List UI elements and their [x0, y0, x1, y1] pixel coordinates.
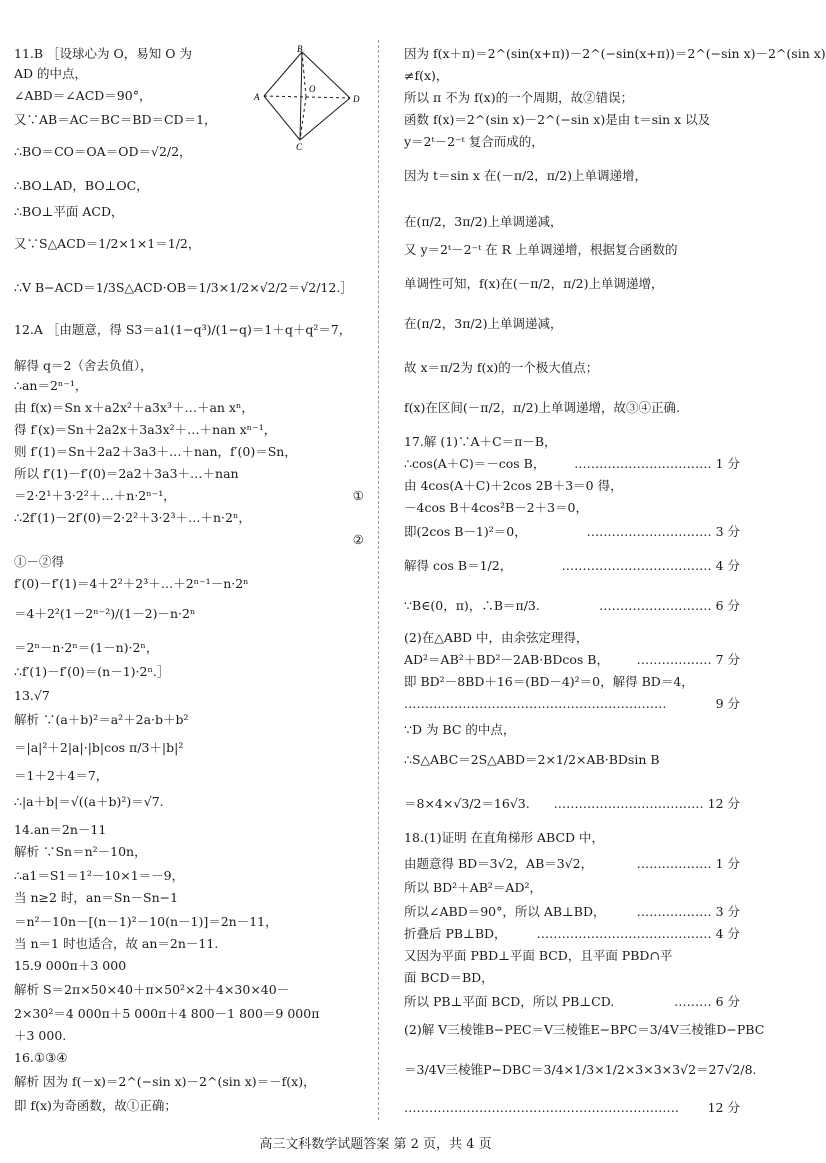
line-text: 解得 cos B＝1/2， [404, 558, 513, 573]
answer-line [404, 856, 740, 872]
line-text: 又 y＝2ᵗ－2⁻ᵗ 在 R 上单调递增，根据复合函数的 [404, 242, 678, 257]
diagram-label-a: A [254, 92, 260, 102]
answer-line [14, 712, 366, 728]
line-text: ∴S△ABC＝2S△ABD＝2×1/2×AB·BDsin B [404, 752, 660, 767]
line-text: 因为 f(x＋π)＝2^(sin(x+π))－2^(−sin(x+π))＝2^(−sin x)－2^(sin x) [404, 46, 826, 61]
line-text: 又∵AB＝AC＝BC＝BD＝CD＝1， [14, 112, 217, 127]
answer-line [14, 958, 366, 974]
answer-line [404, 168, 740, 184]
line-text: ∴cos(A＋C)＝－cos B， [404, 456, 546, 471]
line-text: 又∵S△ACD＝1/2×1×1＝1/2， [14, 236, 201, 251]
line-text: ①－②得 [14, 554, 65, 569]
line-text: 12.A ［由题意，得 S3＝a1(1−q³)/(1−q)＝1＋q＋q²＝7， [14, 322, 352, 337]
line-text: －4cos B＋4cos²B－2＋3＝0， [404, 500, 589, 515]
line-text: 由 4cos(A＋C)＋2cos 2B＋3＝0 得， [404, 478, 623, 493]
line-text: ＝n²－10n－[(n－1)²－10(n－1)]＝2n－11， [14, 914, 278, 929]
line-text: 由题意得 BD＝3√2，AB＝3√2， [404, 856, 594, 871]
answer-line [14, 358, 366, 374]
answer-line [404, 830, 740, 846]
line-text: ＝4＋2²(1－2ⁿ⁻²)/(1－2)－n·2ⁿ [14, 606, 196, 621]
answer-line [404, 558, 740, 574]
answer-line [14, 740, 366, 756]
line-text: 即 f(x)为奇函数，故①正确； [14, 1098, 177, 1113]
line-text: 当 n≥2 时，an＝Sn－Sn−1 [14, 890, 179, 905]
answer-line [404, 400, 740, 416]
answer-line [404, 948, 740, 964]
line-text: 当 n＝1 时也适合，故 an＝2n－11. [14, 936, 219, 951]
answer-line [404, 926, 740, 942]
score-marker: ……………………………… 4 分 [561, 558, 740, 573]
line-text: 15.9 000π＋3 000 [14, 958, 127, 973]
line-text: 解得 q＝2（舍去负值）， [14, 358, 153, 373]
answer-line [14, 236, 366, 252]
answer-line [14, 664, 366, 680]
answer-line [404, 1062, 757, 1078]
answer-line [404, 68, 740, 84]
line-text: ……………………………………………………… [404, 696, 667, 711]
line-text: ＝8×4×√3/2＝16√3. [404, 796, 530, 811]
line-text: 解析 ∵Sn＝n²－10n， [14, 844, 147, 859]
line-text: (2)在△ABD 中，由余弦定理得， [404, 630, 589, 645]
line-text: 14.an＝2n－11 [14, 822, 107, 837]
answer-line [404, 316, 740, 332]
answer-line [14, 1074, 366, 1090]
score-marker: …………………………………… 4 分 [536, 926, 740, 941]
equation-marker: ① [352, 488, 364, 503]
line-text: ＋3 000. [14, 1028, 67, 1043]
answer-line [404, 478, 740, 494]
line-text: ＝|a|²＋2|a|·|b|cos π/3＋|b|² [14, 740, 184, 755]
line-text: 18.(1)证明 在直角梯形 ABCD 中， [404, 830, 605, 845]
line-text: ＝1＋2＋4＝7， [14, 768, 109, 783]
answer-line [14, 444, 366, 460]
answer-line [14, 204, 366, 220]
line-text: 解析 ∵(a＋b)²＝a²＋2a·b＋b² [14, 712, 189, 727]
score-marker: ……………… 3 分 [636, 904, 740, 919]
line-text: 又因为平面 PBD⊥平面 BCD，且平面 PBD∩平 [404, 948, 673, 963]
line-text: 面 BCD＝BD， [404, 970, 494, 985]
score-marker: ……………… 1 分 [636, 856, 740, 871]
page-footer: 高三文科数学试题答案 第 2 页，共 4 页 [259, 1137, 492, 1152]
column-divider [378, 40, 379, 1120]
line-text: 单调性可知，f(x)在(－π/2，π/2)上单调递增， [404, 276, 664, 291]
line-text: 由 f(x)＝Sn x＋a2x²＋a3x³＋…＋an xⁿ， [14, 400, 254, 415]
line-text: 在(π/2，3π/2)上单调递减， [404, 214, 563, 229]
line-text: 所以 f′(1)－f′(0)＝2a2＋3a3＋…＋nan [14, 466, 239, 481]
line-text: (2)解 V三棱锥B−PEC＝V三棱锥E−BPC＝3/4V三棱锥D−PBC [404, 1022, 765, 1037]
diagram-label-o: O [309, 84, 316, 94]
answer-line [14, 422, 366, 438]
answer-line [14, 510, 366, 526]
line-text: 函数 f(x)＝2^(sin x)－2^(−sin x)是由 t＝sin x 以及 [404, 112, 711, 127]
answer-line [404, 134, 740, 150]
score-marker: ……………… 7 分 [636, 652, 740, 667]
line-text: ∴a1＝S1＝1²－10×1＝－9， [14, 868, 185, 883]
line-text: 即(2cos B－1)²＝0， [404, 524, 527, 539]
score-marker: ……………………………… 12 分 [553, 796, 740, 811]
line-text: 折叠后 PB⊥BD， [404, 926, 507, 941]
answer-line [404, 652, 740, 668]
answer-line [404, 90, 740, 106]
answer-line [14, 822, 366, 838]
answer-line [404, 242, 740, 258]
answer-line [404, 904, 740, 920]
answer-line [404, 696, 740, 712]
line-text: 得 f′(x)＝Sn＋2a2x＋3a3x²＋…＋nan xⁿ⁻¹， [14, 422, 277, 437]
line-text: ＝2·2¹＋3·2²＋…＋n·2ⁿ⁻¹， [14, 488, 176, 503]
answer-line [404, 722, 740, 738]
answer-line [404, 752, 740, 768]
line-text: ＝2ⁿ－n·2ⁿ＝(1－n)·2ⁿ， [14, 640, 159, 655]
line-text: 解析 因为 f(－x)＝2^(−sin x)－2^(sin x)＝－f(x)， [14, 1074, 316, 1089]
answer-line [404, 46, 826, 62]
line-text: 2×30²＝4 000π＋5 000π＋4 800－1 800＝9 000π [14, 1006, 320, 1021]
answer-line [404, 360, 740, 376]
equation-marker: ② [352, 532, 364, 547]
answer-line [14, 378, 366, 394]
line-text: AD 的中点， [14, 66, 88, 81]
answer-line [14, 576, 366, 592]
line-text: 故 x＝π/2为 f(x)的一个极大值点； [404, 360, 599, 375]
answer-line [404, 456, 740, 472]
line-text: 则 f′(1)＝Sn＋2a2＋3a3＋…＋nan，f′(0)＝Sn， [14, 444, 297, 459]
answer-line [404, 276, 740, 292]
answer-line [404, 970, 740, 986]
answer-line [404, 880, 740, 896]
score-marker: 9 分 [715, 696, 740, 711]
answer-line [14, 322, 366, 338]
answer-line [14, 1028, 366, 1044]
line-text: 所以 π 不为 f(x)的一个周期，故②错误； [404, 90, 634, 105]
line-text: y＝2ᵗ－2⁻ᵗ 复合而成的， [404, 134, 544, 149]
diagram-label-d: D [353, 94, 360, 104]
line-text: 解析 S＝2π×50×40＋π×50²×2＋4×30×40－ [14, 982, 290, 997]
answer-line [14, 178, 366, 194]
answer-line [14, 554, 366, 570]
line-text: ∠ABD＝∠ACD＝90°， [14, 88, 152, 103]
line-text: ∴BO＝CO＝OA＝OD＝√2/2， [14, 144, 192, 159]
line-text: AD²＝AB²＋BD²－2AB·BDcos B， [404, 652, 609, 667]
score-marker: …………………………… 1 分 [574, 456, 740, 471]
line-text: 17.解 (1)∵A＋C＝π－B， [404, 434, 557, 449]
answer-line [404, 796, 740, 812]
answer-line [404, 1100, 740, 1116]
line-text: ∴|a＋b|＝√((a＋b)²)＝√7. [14, 794, 164, 809]
answer-line [404, 524, 740, 540]
line-text: 11.B ［设球心为 O，易知 O 为 [14, 46, 192, 61]
answer-line [14, 768, 366, 784]
answer-line [404, 598, 740, 614]
line-text: ∵D 为 BC 的中点， [404, 722, 516, 737]
diagram-label-c: C [296, 142, 303, 152]
line-text: ∴BO⊥平面 ACD， [14, 204, 124, 219]
line-text: f(x)在区间(－π/2，π/2)上单调递增，故③④正确. [404, 400, 680, 415]
line-text: ∴BO⊥AD，BO⊥OC， [14, 178, 149, 193]
answer-line [14, 868, 366, 884]
answer-line [14, 606, 366, 622]
answer-line [404, 434, 740, 450]
score-marker: 12 分 [707, 1100, 740, 1115]
answer-line [404, 994, 740, 1010]
line-text: ∴2f′(1)－2f′(0)＝2·2²＋3·2³＋…＋n·2ⁿ， [14, 510, 251, 525]
diagram-label-b: B [297, 44, 303, 54]
answer-line [14, 844, 366, 860]
line-text: 所以∠ABD＝90°，所以 AB⊥BD， [404, 904, 606, 919]
answer-line [404, 214, 740, 230]
line-text: ………………………………………………………… [404, 1100, 679, 1115]
answer-line [14, 488, 366, 504]
line-text: 即 BD²－8BD＋16＝(BD－4)²＝0，解得 BD＝4， [404, 674, 694, 689]
line-text: ＝3/4V三棱锥P−DBC＝3/4×1/3×1/2×3×3×3√2＝27√2/8. [404, 1062, 757, 1077]
line-text: 在(π/2，3π/2)上单调递减， [404, 316, 563, 331]
score-marker: ………………………… 3 分 [586, 524, 740, 539]
line-text: ∴V B−ACD＝1/3S△ACD·OB＝1/3×1/2×√2/2＝√2/12.］ [14, 280, 353, 295]
answer-line [14, 1050, 366, 1066]
score-marker: ……………………… 6 分 [599, 598, 740, 613]
answer-line [14, 688, 366, 704]
answer-line [404, 630, 740, 646]
score-marker: ……… 6 分 [674, 994, 740, 1009]
answer-line [14, 890, 366, 906]
line-text: 13.√7 [14, 688, 50, 703]
answer-line [404, 674, 740, 690]
line-text: 16.①③④ [14, 1050, 68, 1065]
answer-line [14, 1006, 366, 1022]
tetrahedron-diagram [254, 44, 362, 150]
answer-line [14, 1098, 366, 1114]
answer-line [14, 640, 366, 656]
answer-line [14, 914, 366, 930]
line-text: 因为 t＝sin x 在(－π/2，π/2)上单调递增， [404, 168, 647, 183]
answer-line [404, 500, 740, 516]
line-text: 所以 BD²＋AB²＝AD²， [404, 880, 542, 895]
line-text: ∴f′(1)－f′(0)＝(n－1)·2ⁿ.］ [14, 664, 170, 679]
line-text: ∴an＝2ⁿ⁻¹， [14, 378, 88, 393]
line-text: ≠f(x)， [404, 68, 449, 83]
answer-line [14, 400, 366, 416]
answer-line [14, 280, 366, 296]
line-text: 所以 PB⊥平面 BCD，所以 PB⊥CD. [404, 994, 615, 1009]
answer-line [14, 936, 366, 952]
answer-line [14, 794, 366, 810]
line-text: ∵B∈(0，π)，∴B＝π/3. [404, 598, 540, 613]
answer-line [404, 1022, 765, 1038]
answer-line [14, 982, 366, 998]
answer-line [404, 112, 740, 128]
line-text: f′(0)－f′(1)＝4＋2²＋2³＋…＋2ⁿ⁻¹－n·2ⁿ [14, 576, 249, 591]
answer-line [14, 466, 366, 482]
